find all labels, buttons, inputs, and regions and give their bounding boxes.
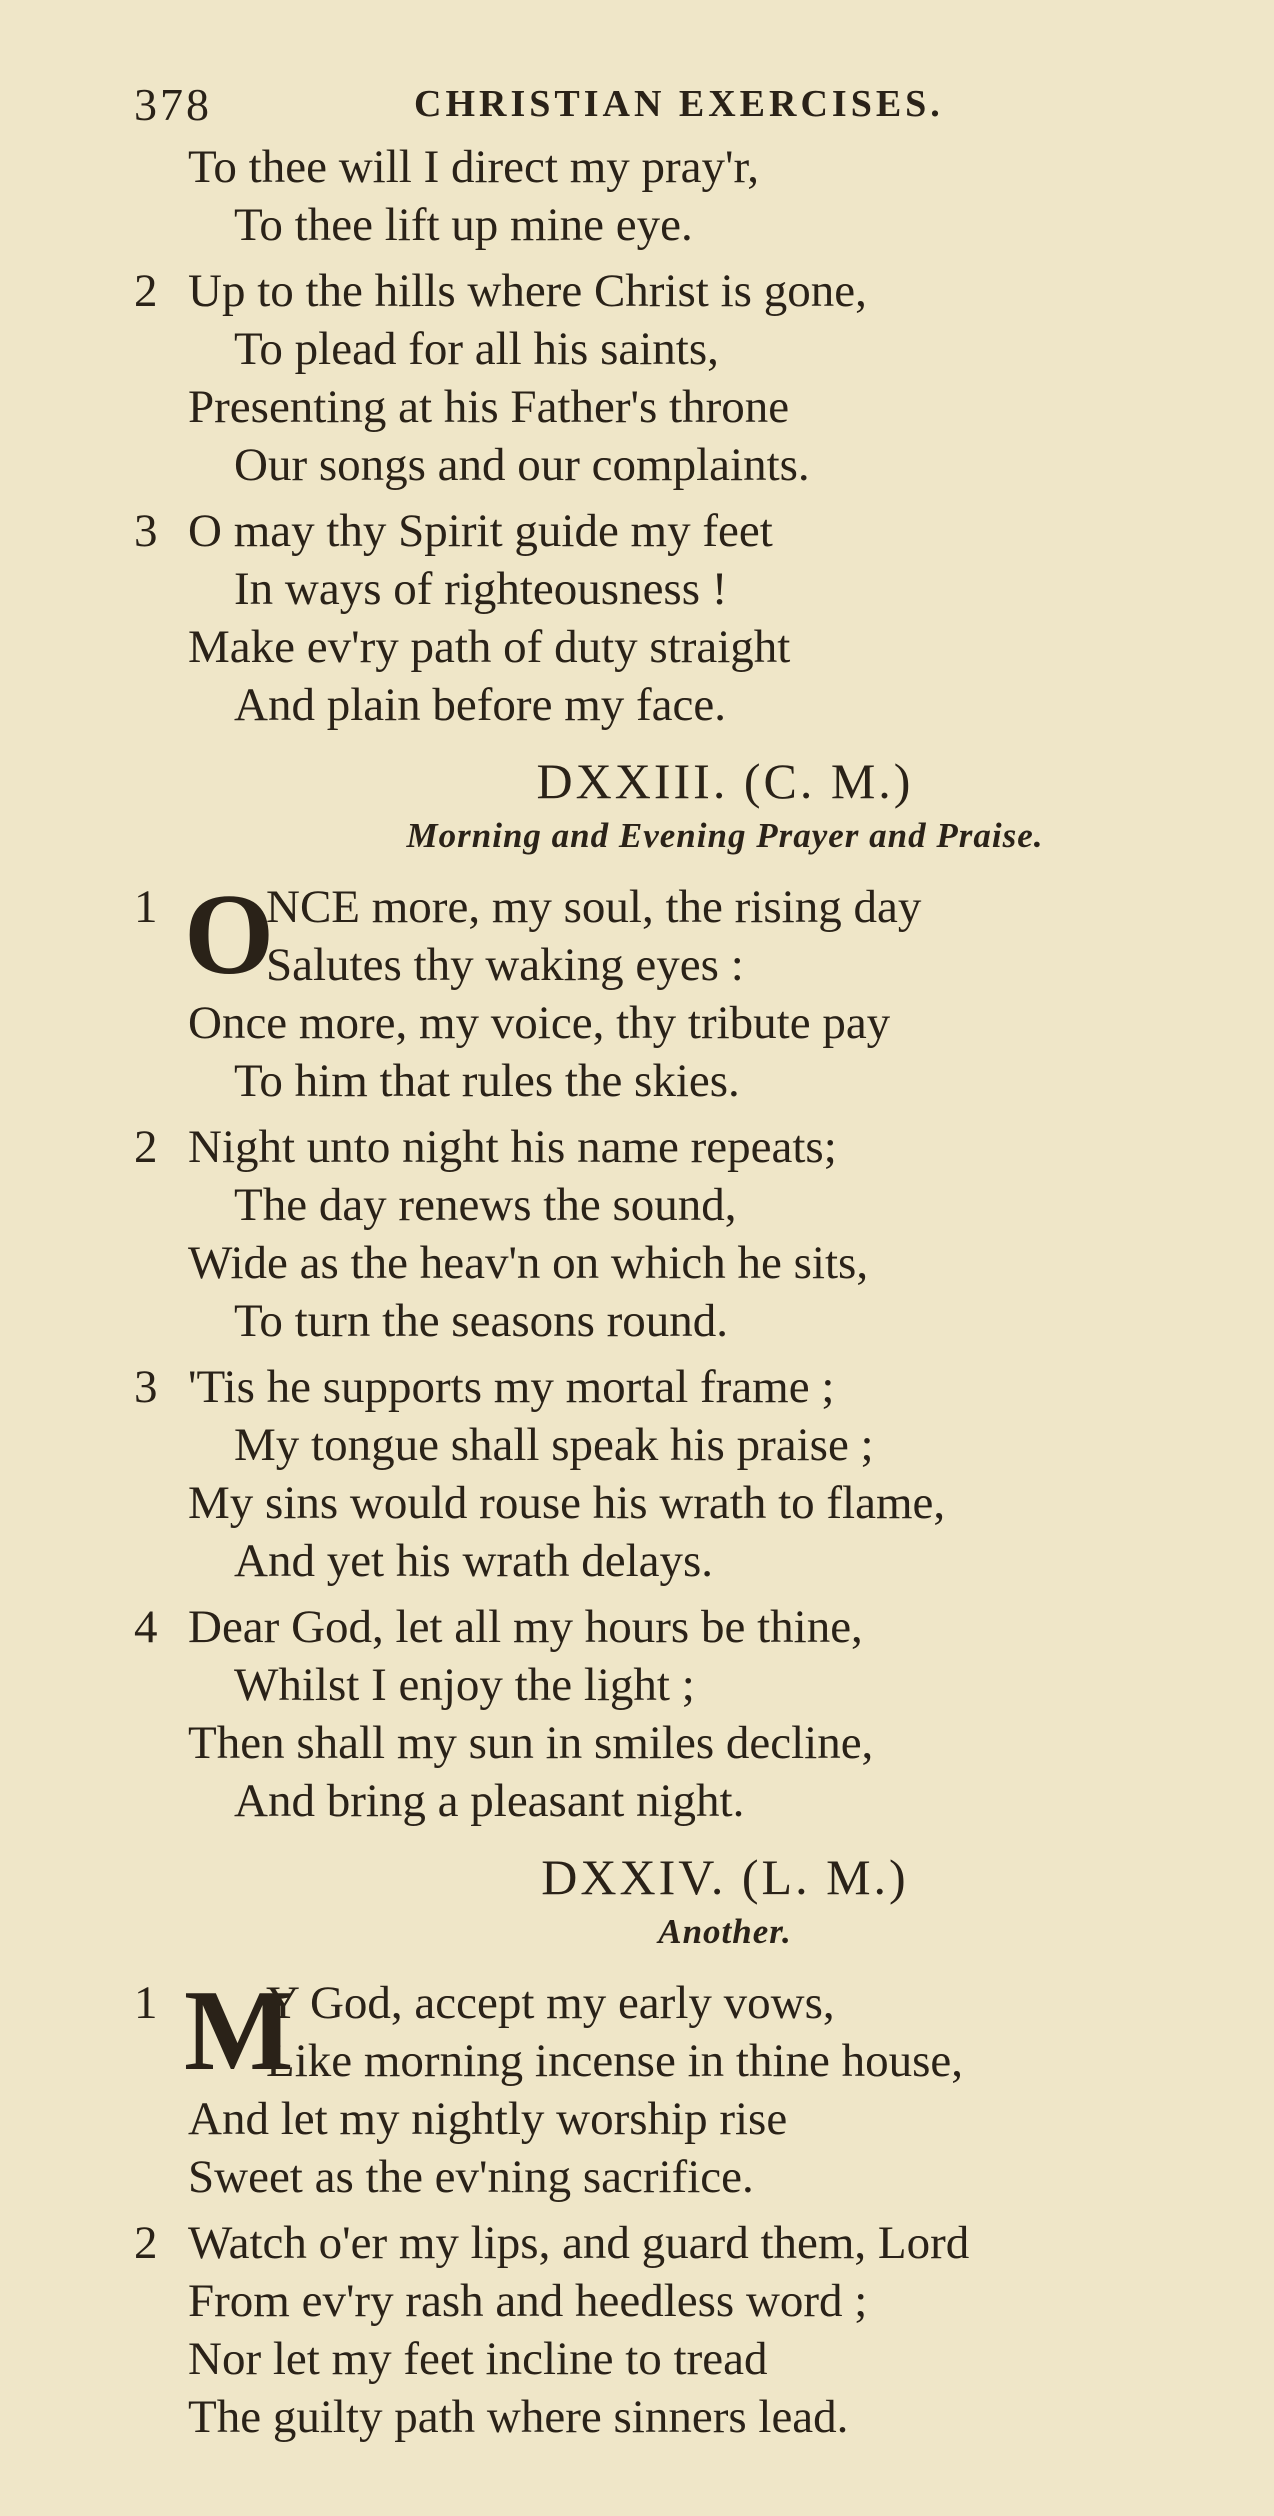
verse-line: To turn the seasons round. bbox=[234, 1295, 729, 1347]
verse-line: 3 O may thy Spirit guide my feet bbox=[128, 502, 1222, 560]
verse-line: Presenting at his Father's throne bbox=[188, 381, 790, 433]
verse-number: 2 bbox=[134, 2217, 158, 2269]
verse-line: 2 Night unto night his name repeats; bbox=[128, 1118, 1222, 1176]
verse-line: In ways of righteousness ! bbox=[234, 563, 728, 615]
verse-line: And bring a pleasant night. bbox=[234, 1775, 745, 1827]
verse-continuation-1 bbox=[128, 138, 1222, 254]
verse-line: Then shall my sun in smiles decline, bbox=[188, 1717, 874, 1769]
hymn-524-verse-1 bbox=[128, 1967, 1222, 2206]
verse-line: 3 'Tis he supports my mortal frame ; bbox=[128, 1358, 1222, 1416]
hymn-523-verse-1 bbox=[128, 871, 1222, 1110]
hymn-523-verse-4 bbox=[128, 1598, 1222, 1830]
hymn-title: DXXIV. (L. M.) bbox=[541, 1849, 909, 1905]
verse-line: Whilst I enjoy the light ; bbox=[234, 1659, 695, 1711]
verse-line: 4 Dear God, let all my hours be thine, bbox=[128, 1598, 1222, 1656]
verse-line: Nor let my feet incline to tread bbox=[188, 2333, 768, 2385]
hymn-title: DXXIII. (C. M.) bbox=[536, 753, 914, 809]
verse-number: 1 bbox=[134, 881, 158, 933]
verse-continuation-3 bbox=[128, 502, 1222, 734]
verse-number: 2 bbox=[134, 265, 158, 317]
hymn-subtitle: Another. bbox=[658, 1912, 792, 1951]
verse-number: 4 bbox=[134, 1601, 158, 1653]
verse-line: Salutes thy waking eyes : bbox=[266, 939, 744, 991]
verse-line: 1 Y God, accept my early vows, bbox=[128, 1974, 1222, 2032]
verse-number: 2 bbox=[134, 1121, 158, 1173]
drop-cap: O bbox=[184, 871, 275, 999]
verse-line: And plain before my face. bbox=[234, 679, 726, 731]
verse-line: Our songs and our complaints. bbox=[234, 439, 810, 491]
drop-cap: M bbox=[184, 1967, 294, 2095]
verse-line: To him that rules the skies. bbox=[234, 1055, 740, 1107]
verse-line: To thee lift up mine eye. bbox=[234, 199, 693, 251]
verse-line: My sins would rouse his wrath to flame, bbox=[188, 1477, 946, 1529]
verse-line: From ev'ry rash and heedless word ; bbox=[188, 2275, 868, 2327]
hymn-523-verse-3 bbox=[128, 1358, 1222, 1590]
hymn-524-verse-2 bbox=[128, 2214, 1222, 2446]
verse-line: 1 NCE more, my soul, the rising day bbox=[128, 878, 1222, 936]
running-title: CHRISTIAN EXERCISES. bbox=[414, 83, 944, 125]
verse-line: The guilty path where sinners lead. bbox=[188, 2391, 849, 2443]
verse-line: Make ev'ry path of duty straight bbox=[188, 621, 791, 673]
hymn-subtitle: Morning and Evening Prayer and Praise. bbox=[406, 816, 1044, 855]
page-number: 378 bbox=[134, 79, 212, 130]
verse-line: And let my nightly worship rise bbox=[188, 2093, 788, 2145]
verse-line: Once more, my voice, thy tribute pay bbox=[188, 997, 891, 1049]
hymn-523-verse-2 bbox=[128, 1118, 1222, 1350]
verse-line: 2 Watch o'er my lips, and guard them, Lord bbox=[128, 2214, 1222, 2272]
running-head bbox=[128, 78, 1222, 138]
verse-line: Like morning incense in thine house, bbox=[266, 2035, 964, 2087]
verse-line: The day renews the sound, bbox=[234, 1179, 737, 1231]
verse-number: 3 bbox=[134, 1361, 158, 1413]
verse-line: To thee will I direct my pray'r, bbox=[188, 141, 760, 193]
verse-line: To plead for all his saints, bbox=[234, 323, 719, 375]
verse-line: Wide as the heav'n on which he sits, bbox=[188, 1237, 869, 1289]
verse-line: My tongue shall speak his praise ; bbox=[234, 1419, 874, 1471]
verse-line: 2 Up to the hills where Christ is gone, bbox=[128, 262, 1222, 320]
verse-line: And yet his wrath delays. bbox=[234, 1535, 714, 1587]
verse-line: Sweet as the ev'ning sacrifice. bbox=[188, 2151, 754, 2203]
verse-number: 3 bbox=[134, 505, 158, 557]
verse-continuation-2 bbox=[128, 262, 1222, 494]
verse-number: 1 bbox=[134, 1977, 158, 2029]
